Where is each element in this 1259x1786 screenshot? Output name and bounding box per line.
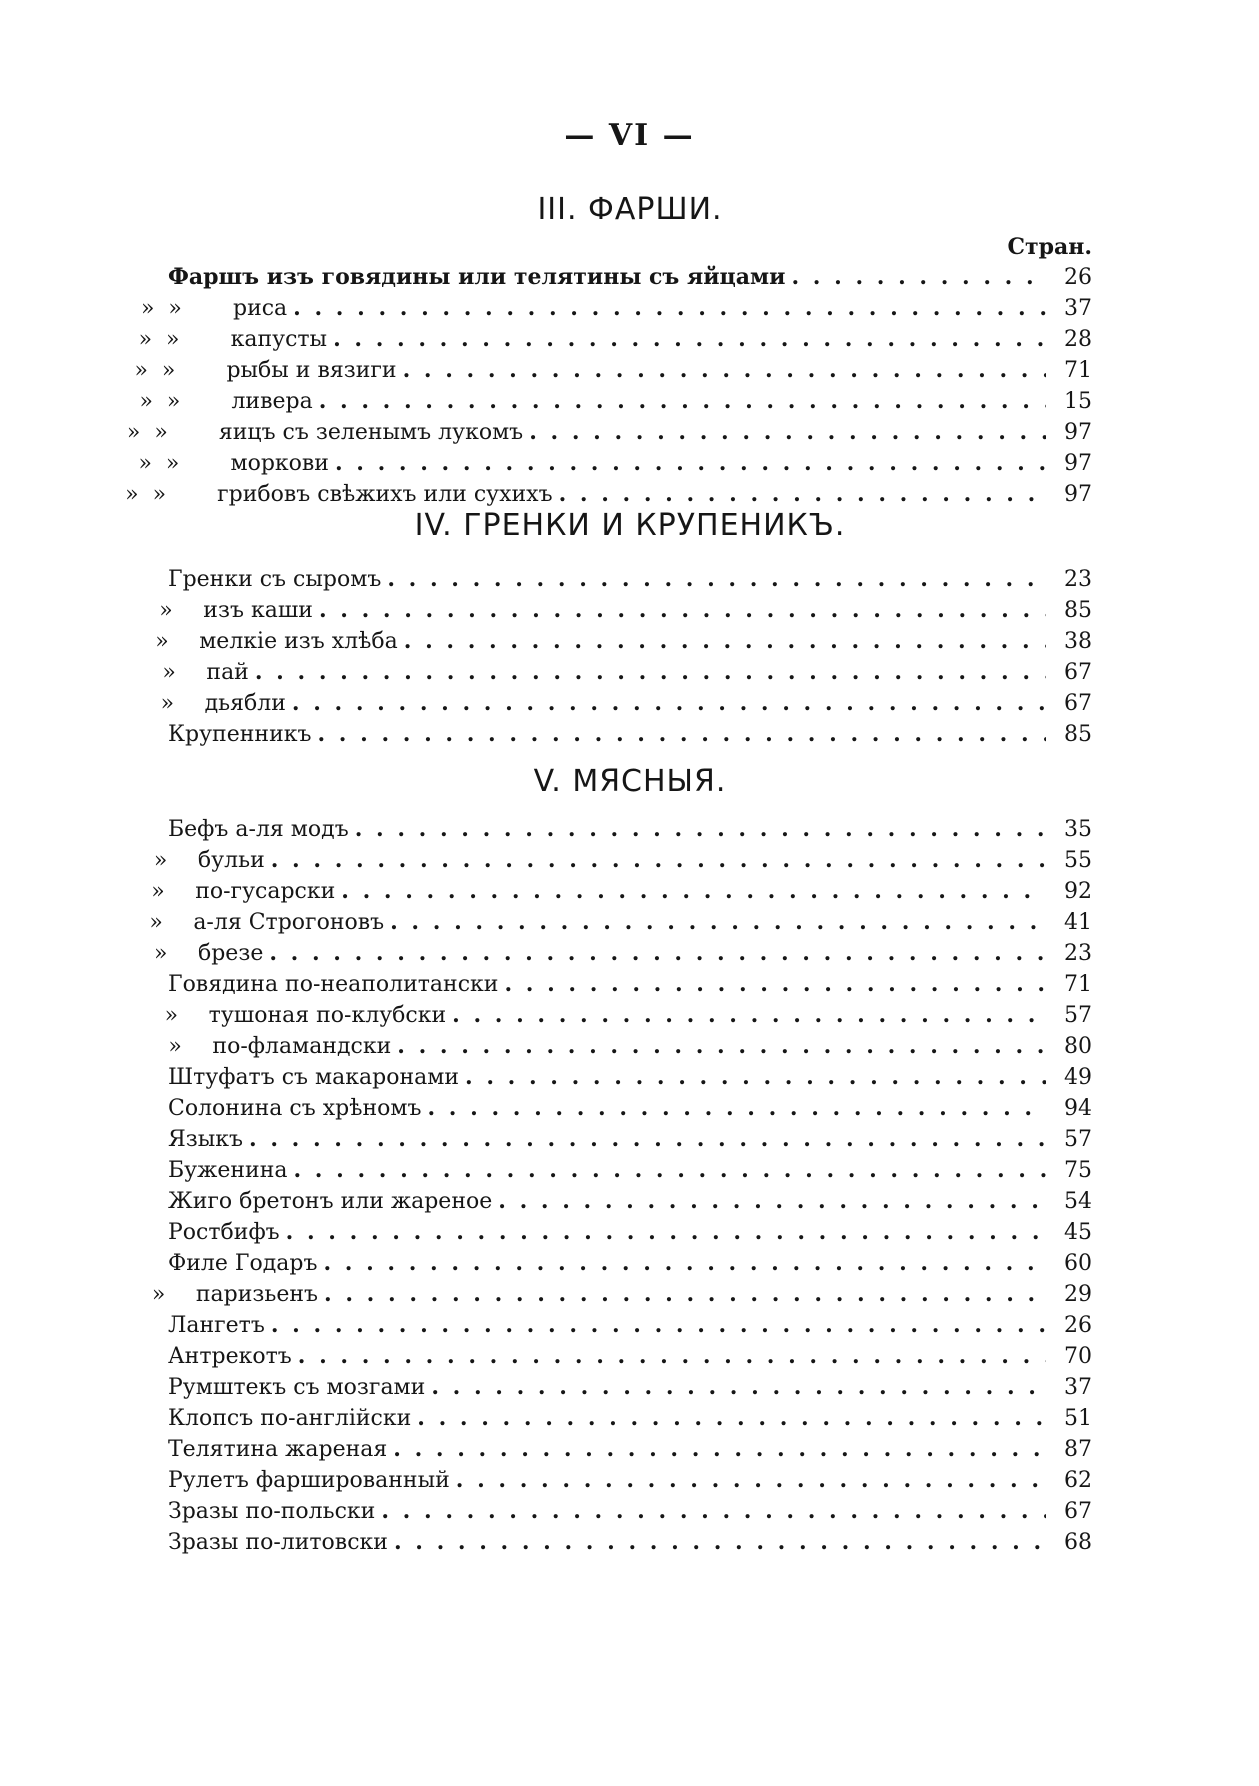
dot-leader [417, 1405, 1046, 1431]
entry-text: Фаршъ изъ говядины или телятины съ яйцами [168, 264, 786, 290]
toc-entry [140, 295, 1092, 326]
page-ref: 70 [1064, 1344, 1092, 1369]
ditto-mark: » » [139, 389, 181, 414]
toc-entry [126, 419, 1092, 450]
toc-entry [168, 1405, 1092, 1436]
toc-entry [168, 1467, 1092, 1498]
toc-entry [160, 690, 1092, 721]
dot-leader [529, 419, 1046, 445]
page-ref: 97 [1064, 420, 1092, 445]
dot-leader [456, 1467, 1046, 1493]
toc-entry [168, 1033, 1092, 1064]
section-myasnyya [149, 764, 1092, 1714]
ditto-mark: » » [138, 451, 180, 476]
toc-entry [149, 909, 1092, 940]
entry-text: по-фламандски [212, 1034, 392, 1059]
toc-entry [168, 1064, 1092, 1095]
dot-leader [293, 295, 1046, 321]
toc-entry [168, 1436, 1092, 1467]
dot-leader [381, 1498, 1046, 1524]
toc-entry [134, 357, 1092, 388]
ditto-mark: » [153, 848, 168, 873]
entry-text: Жиго бретонъ или жареное [168, 1189, 493, 1214]
ditto-mark: » [151, 879, 165, 904]
entry-text: пай [206, 660, 249, 685]
toc-list [155, 566, 1092, 752]
page-ref: 62 [1064, 1468, 1092, 1493]
page-ref: 67 [1064, 660, 1092, 685]
entry-text: капусты [230, 327, 328, 352]
toc-entry [168, 1188, 1092, 1219]
page-ref: 26 [1064, 1313, 1092, 1338]
entry-text: рыбы и вязиги [226, 358, 397, 383]
ditto-mark: » [168, 1034, 182, 1059]
toc-entry [155, 628, 1092, 659]
ditto-mark: » » [125, 482, 167, 507]
dot-leader [293, 1157, 1046, 1183]
page-ref: 67 [1064, 1499, 1092, 1524]
entry-text: паризьенъ [195, 1282, 319, 1307]
page-ref: 67 [1064, 691, 1092, 716]
ditto-mark: » [160, 691, 175, 716]
entry-text: Гренки съ сыромъ [168, 567, 382, 592]
dot-leader [319, 388, 1046, 414]
toc-entry [153, 847, 1092, 878]
entry-text: Бефъ а-ля модъ [168, 817, 349, 842]
entry-text: изъ каши [203, 598, 313, 623]
entry-text: Румштекъ съ мозгами [168, 1375, 426, 1400]
dot-leader [452, 1002, 1046, 1028]
dot-leader [292, 690, 1046, 716]
entry-text: Рулетъ фаршированный [168, 1468, 450, 1493]
page-ref: 94 [1064, 1096, 1092, 1121]
page-ref: 51 [1064, 1406, 1092, 1431]
dot-leader [341, 878, 1046, 904]
toc-entry [168, 566, 1092, 597]
toc-entry [168, 971, 1092, 1002]
dot-leader [324, 1281, 1046, 1307]
entry-text: бульи [197, 848, 265, 873]
ditto-mark: » [164, 1003, 179, 1028]
entry-text: а-ля Строгоновъ [193, 910, 385, 935]
toc-entry [164, 1002, 1092, 1033]
page-ref: 80 [1064, 1034, 1092, 1059]
ditto-mark: » [159, 598, 173, 623]
dot-leader [397, 1033, 1046, 1059]
ditto-mark: » [153, 941, 168, 966]
section-title: III. ФАРШИ. [537, 192, 723, 227]
dot-leader [791, 264, 1046, 290]
dot-leader [319, 597, 1046, 623]
page-ref: 15 [1064, 389, 1092, 414]
toc-entry [159, 597, 1092, 628]
toc-entry [168, 1498, 1092, 1529]
dot-leader [317, 721, 1046, 747]
entry-text: Языкъ [168, 1127, 244, 1152]
entry-text: дьябли [204, 691, 286, 716]
dot-leader [465, 1064, 1046, 1090]
toc-entry [168, 1343, 1092, 1374]
section-title: V. МЯСНЫЯ. [533, 764, 727, 799]
entry-text: Штуфатъ съ макаронами [168, 1065, 460, 1090]
section-farshi [125, 192, 1092, 507]
dot-leader [269, 940, 1046, 966]
entry-text: Филе Годаръ [168, 1251, 318, 1276]
toc-entry [151, 878, 1092, 909]
dot-leader [335, 450, 1046, 476]
dot-leader [323, 1250, 1046, 1276]
entry-text: Крупенникъ [168, 722, 312, 747]
page-ref: 54 [1064, 1189, 1092, 1214]
dot-leader [387, 566, 1046, 592]
entry-text: Буженина [168, 1158, 288, 1183]
ditto-mark: » » [126, 420, 168, 445]
ditto-mark: » » [140, 296, 182, 321]
page-ref: 85 [1064, 722, 1092, 747]
entry-text: Антрекотъ [168, 1344, 292, 1369]
dot-leader [355, 816, 1046, 842]
dot-leader [427, 1095, 1046, 1121]
toc-entry [168, 264, 1092, 295]
page-ref: 29 [1064, 1282, 1092, 1307]
page-ref: 26 [1064, 265, 1092, 290]
page-ref: 71 [1064, 972, 1092, 997]
page-ref: 37 [1064, 1375, 1092, 1400]
page-ref: 57 [1064, 1127, 1092, 1152]
page-ref: 75 [1064, 1158, 1092, 1183]
entry-text: по-гусарски [195, 879, 336, 904]
page-ref: 45 [1064, 1220, 1092, 1245]
page-ref: 38 [1064, 629, 1092, 654]
ditto-mark: » [149, 910, 163, 935]
toc-entry [168, 1157, 1092, 1188]
toc-list [125, 264, 1092, 512]
ditto-mark: » [162, 660, 176, 685]
dot-leader [255, 659, 1046, 685]
toc-entry [168, 1374, 1092, 1405]
ditto-mark: » » [134, 358, 176, 383]
dot-leader [286, 1219, 1046, 1245]
dot-leader [504, 971, 1046, 997]
dot-leader [249, 1126, 1046, 1152]
dot-leader [390, 909, 1046, 935]
toc-entry [138, 326, 1092, 357]
toc-entry [139, 388, 1092, 419]
entry-text: моркови [230, 451, 329, 476]
entry-text: мелкіе изъ хлѣба [199, 629, 398, 654]
toc-entry [168, 721, 1092, 752]
dot-leader [394, 1529, 1046, 1555]
entry-text: тушоная по-клубски [208, 1003, 447, 1028]
toc-entry [168, 1095, 1092, 1126]
entry-text: брезе [197, 941, 264, 966]
entry-text: Клопсъ по-англійски [168, 1406, 412, 1431]
ditto-mark: » » [138, 327, 180, 352]
dot-leader [271, 847, 1046, 873]
dot-leader [393, 1436, 1046, 1462]
page-ref: 55 [1064, 848, 1092, 873]
page-ref: 41 [1064, 910, 1092, 935]
page-ref: 85 [1064, 598, 1092, 623]
dot-leader [498, 1188, 1046, 1214]
page-ref: 87 [1064, 1437, 1092, 1462]
entry-text: Телятина жареная [168, 1437, 388, 1462]
page-number: — VI — [564, 118, 695, 153]
ditto-mark: » [155, 629, 169, 654]
toc-list [149, 816, 1092, 1560]
dot-leader [271, 1312, 1046, 1338]
dot-leader [559, 481, 1046, 507]
entry-text: Зразы по-литовски [168, 1530, 388, 1555]
page-ref: 71 [1064, 358, 1092, 383]
page-ref: 57 [1064, 1003, 1092, 1028]
toc-entry [168, 1529, 1092, 1560]
toc-entry [138, 450, 1092, 481]
dot-leader [403, 357, 1046, 383]
page-ref: 68 [1064, 1530, 1092, 1555]
page-ref: 37 [1064, 296, 1092, 321]
toc-entry [168, 1219, 1092, 1250]
toc-entry [168, 816, 1092, 847]
toc-entry [151, 1281, 1092, 1312]
entry-text: грибовъ свѣжихъ или сухихъ [217, 482, 553, 507]
page-ref: 92 [1064, 879, 1092, 904]
page-column-header: Стран. [1007, 234, 1092, 260]
entry-text: риса [232, 296, 288, 321]
toc-entry [168, 1312, 1092, 1343]
ditto-mark: » [151, 1282, 166, 1307]
toc-entry [153, 940, 1092, 971]
dot-leader [431, 1374, 1046, 1400]
page-ref: 60 [1064, 1251, 1092, 1276]
page-ref: 23 [1064, 567, 1092, 592]
section-title: IV. ГРЕНКИ И КРУПЕНИКЪ. [414, 508, 846, 543]
toc-entry [162, 659, 1092, 690]
entry-text: Солонина съ хрѣномъ [168, 1096, 422, 1121]
dot-leader [404, 628, 1046, 654]
page-ref: 35 [1064, 817, 1092, 842]
page-ref: 28 [1064, 327, 1092, 352]
page-ref: 97 [1064, 451, 1092, 476]
dot-leader [333, 326, 1046, 352]
entry-text: Ростбифъ [168, 1220, 280, 1245]
entry-text: яицъ съ зеленымъ лукомъ [218, 420, 524, 445]
page-ref: 23 [1064, 941, 1092, 966]
entry-text: Лангетъ [168, 1313, 265, 1338]
page-ref: 49 [1064, 1065, 1092, 1090]
dot-leader [298, 1343, 1046, 1369]
page-ref: 97 [1064, 482, 1092, 507]
toc-entry [168, 1250, 1092, 1281]
entry-text: Говядина по-неаполитански [168, 972, 499, 997]
toc-entry [168, 1126, 1092, 1157]
section-grenki [155, 508, 1092, 747]
entry-text: Зразы по-польски [168, 1499, 376, 1524]
entry-text: ливера [231, 389, 313, 414]
